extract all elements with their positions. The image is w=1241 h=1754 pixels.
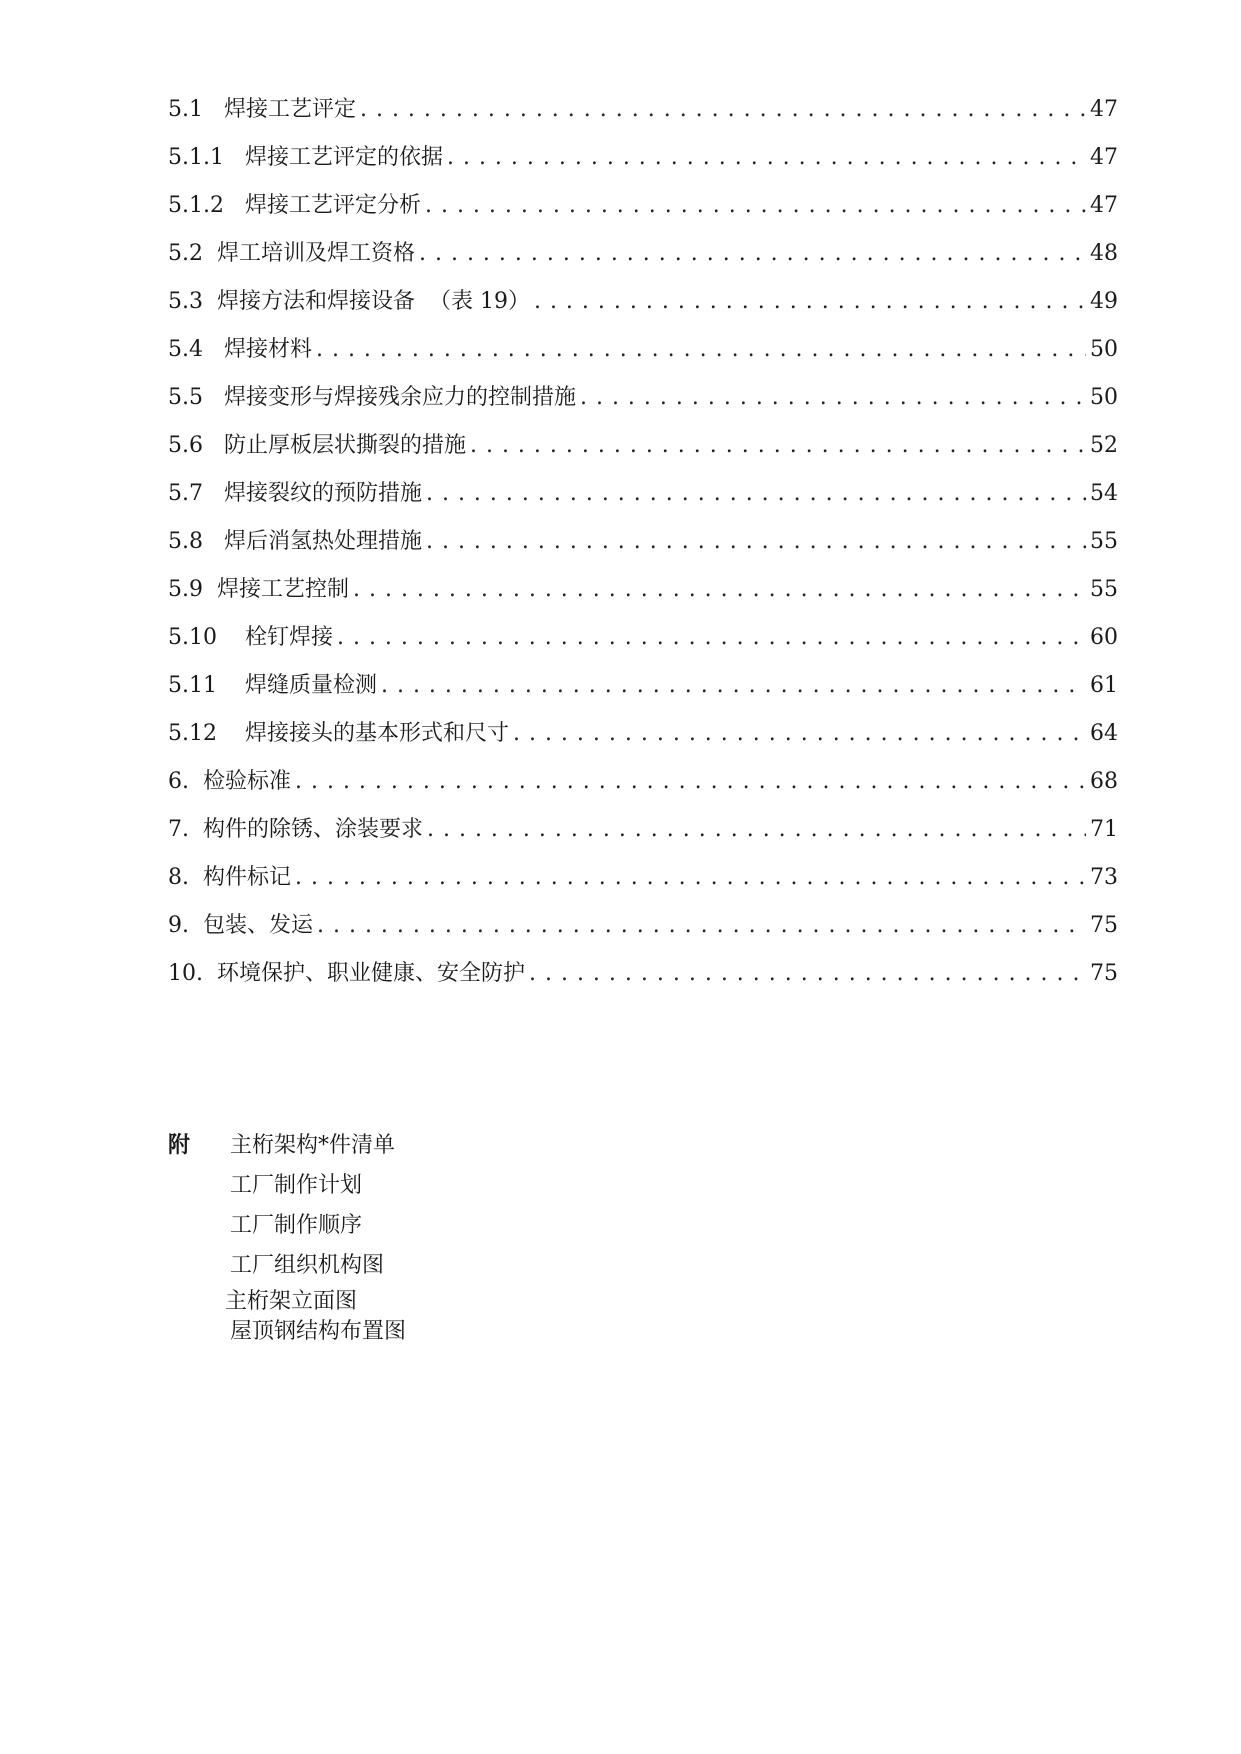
toc-entry-title: 10. 环境保护、职业健康、安全防护: [168, 961, 525, 986]
toc-entry-page: 47: [1090, 193, 1118, 218]
toc-entry-page: 48: [1090, 241, 1118, 266]
toc-entry-page: 71: [1090, 817, 1118, 842]
toc-entry[interactable]: [168, 764, 1118, 812]
toc-entry-title: 5.8 焊后消氢热处理措施: [168, 529, 422, 554]
toc-entry[interactable]: [168, 956, 1118, 1004]
toc-entry-page: 47: [1090, 145, 1118, 170]
toc-entry-title: 5.4 焊接材料: [168, 337, 312, 362]
toc-leader-dots: [317, 913, 1086, 938]
toc-entry-title: 6. 检验标准: [168, 769, 291, 794]
toc-leader-dots: [337, 625, 1086, 650]
toc-entry-title: 9. 包装、发运: [168, 913, 313, 938]
toc-leader-dots: [295, 769, 1086, 794]
toc-entry-page: 68: [1090, 769, 1118, 794]
toc-entry-title: 5.12 焊接接头的基本形式和尺寸: [168, 721, 509, 746]
toc-leader-dots: [425, 193, 1086, 218]
toc-leader-dots: [580, 385, 1086, 410]
toc-entry-page: 52: [1090, 433, 1118, 458]
toc-entry-page: 75: [1090, 913, 1118, 938]
toc-leader-dots: [534, 289, 1086, 314]
toc-leader-dots: [360, 97, 1086, 122]
table-of-contents: [168, 92, 1118, 1004]
toc-entry[interactable]: [168, 332, 1118, 380]
toc-entry[interactable]: [168, 92, 1118, 140]
toc-entry-title: 5.1 焊接工艺评定: [168, 97, 356, 122]
toc-entry-page: 61: [1090, 673, 1118, 698]
toc-entry-title: 5.9 焊接工艺控制: [168, 577, 349, 602]
toc-entry[interactable]: [168, 860, 1118, 908]
toc-leader-dots: [427, 817, 1086, 842]
toc-entry-page: 73: [1090, 865, 1118, 890]
toc-leader-dots: [426, 481, 1086, 506]
toc-entry-page: 64: [1090, 721, 1118, 746]
toc-entry[interactable]: [168, 476, 1118, 524]
toc-entry[interactable]: [168, 524, 1118, 572]
toc-entry-page: 60: [1090, 625, 1118, 650]
toc-entry-page: 54: [1090, 481, 1118, 506]
toc-entry-page: 55: [1090, 529, 1118, 554]
appendix-item: 屋顶钢结构布置图: [230, 1319, 407, 1344]
toc-leader-dots: [470, 433, 1086, 458]
toc-entry-title: 5.2 焊工培训及焊工资格: [168, 241, 415, 266]
toc-entry[interactable]: [168, 620, 1118, 668]
toc-entry[interactable]: [168, 284, 1118, 332]
toc-entry[interactable]: [168, 236, 1118, 284]
toc-entry[interactable]: [168, 908, 1118, 956]
toc-entry-title: 7. 构件的除锈、涂装要求: [168, 817, 423, 842]
toc-entry[interactable]: [168, 188, 1118, 236]
toc-entry-title: 5.5 焊接变形与焊接残余应力的控制措施: [168, 385, 576, 410]
toc-entry-page: 49: [1090, 289, 1118, 314]
appendix-item: 工厂组织机构图: [230, 1253, 385, 1278]
toc-entry-page: 55: [1090, 577, 1118, 602]
appendix-label: 附: [168, 1132, 191, 1158]
toc-leader-dots: [426, 529, 1086, 554]
toc-entry-page: 75: [1090, 961, 1118, 986]
toc-leader-dots: [513, 721, 1086, 746]
appendix-item: 工厂制作顺序: [230, 1213, 363, 1238]
toc-entry[interactable]: [168, 380, 1118, 428]
toc-leader-dots: [381, 673, 1086, 698]
toc-entry-title: 5.6 防止厚板层状撕裂的措施: [168, 433, 466, 458]
appendix-item: 主桁架构*件清单: [230, 1133, 396, 1158]
toc-entry-title: 5.1.1 焊接工艺评定的依据: [168, 145, 443, 170]
toc-entry[interactable]: [168, 140, 1118, 188]
toc-entry-page: 47: [1090, 97, 1118, 122]
toc-entry[interactable]: [168, 716, 1118, 764]
appendix-item: 工厂制作计划: [230, 1173, 363, 1198]
toc-entry[interactable]: [168, 428, 1118, 476]
toc-leader-dots: [353, 577, 1086, 602]
toc-entry-title: 5.11 焊缝质量检测: [168, 673, 377, 698]
toc-entry-title: 5.7 焊接裂纹的预防措施: [168, 481, 422, 506]
appendix-item: 主桁架立面图: [225, 1289, 358, 1314]
toc-entry[interactable]: [168, 572, 1118, 620]
toc-entry-title: 5.10 栓钉焊接: [168, 625, 333, 650]
toc-entry-title: 5.1.2 焊接工艺评定分析: [168, 193, 421, 218]
toc-leader-dots: [529, 961, 1086, 986]
toc-leader-dots: [295, 865, 1086, 890]
toc-entry[interactable]: [168, 668, 1118, 716]
toc-leader-dots: [419, 241, 1086, 266]
toc-entry[interactable]: [168, 812, 1118, 860]
toc-entry-title: 8. 构件标记: [168, 865, 291, 890]
toc-entry-title: 5.3 焊接方法和焊接设备 （表 19）: [168, 289, 530, 314]
toc-entry-page: 50: [1090, 385, 1118, 410]
toc-entry-page: 50: [1090, 337, 1118, 362]
toc-leader-dots: [316, 337, 1086, 362]
toc-leader-dots: [447, 145, 1086, 170]
